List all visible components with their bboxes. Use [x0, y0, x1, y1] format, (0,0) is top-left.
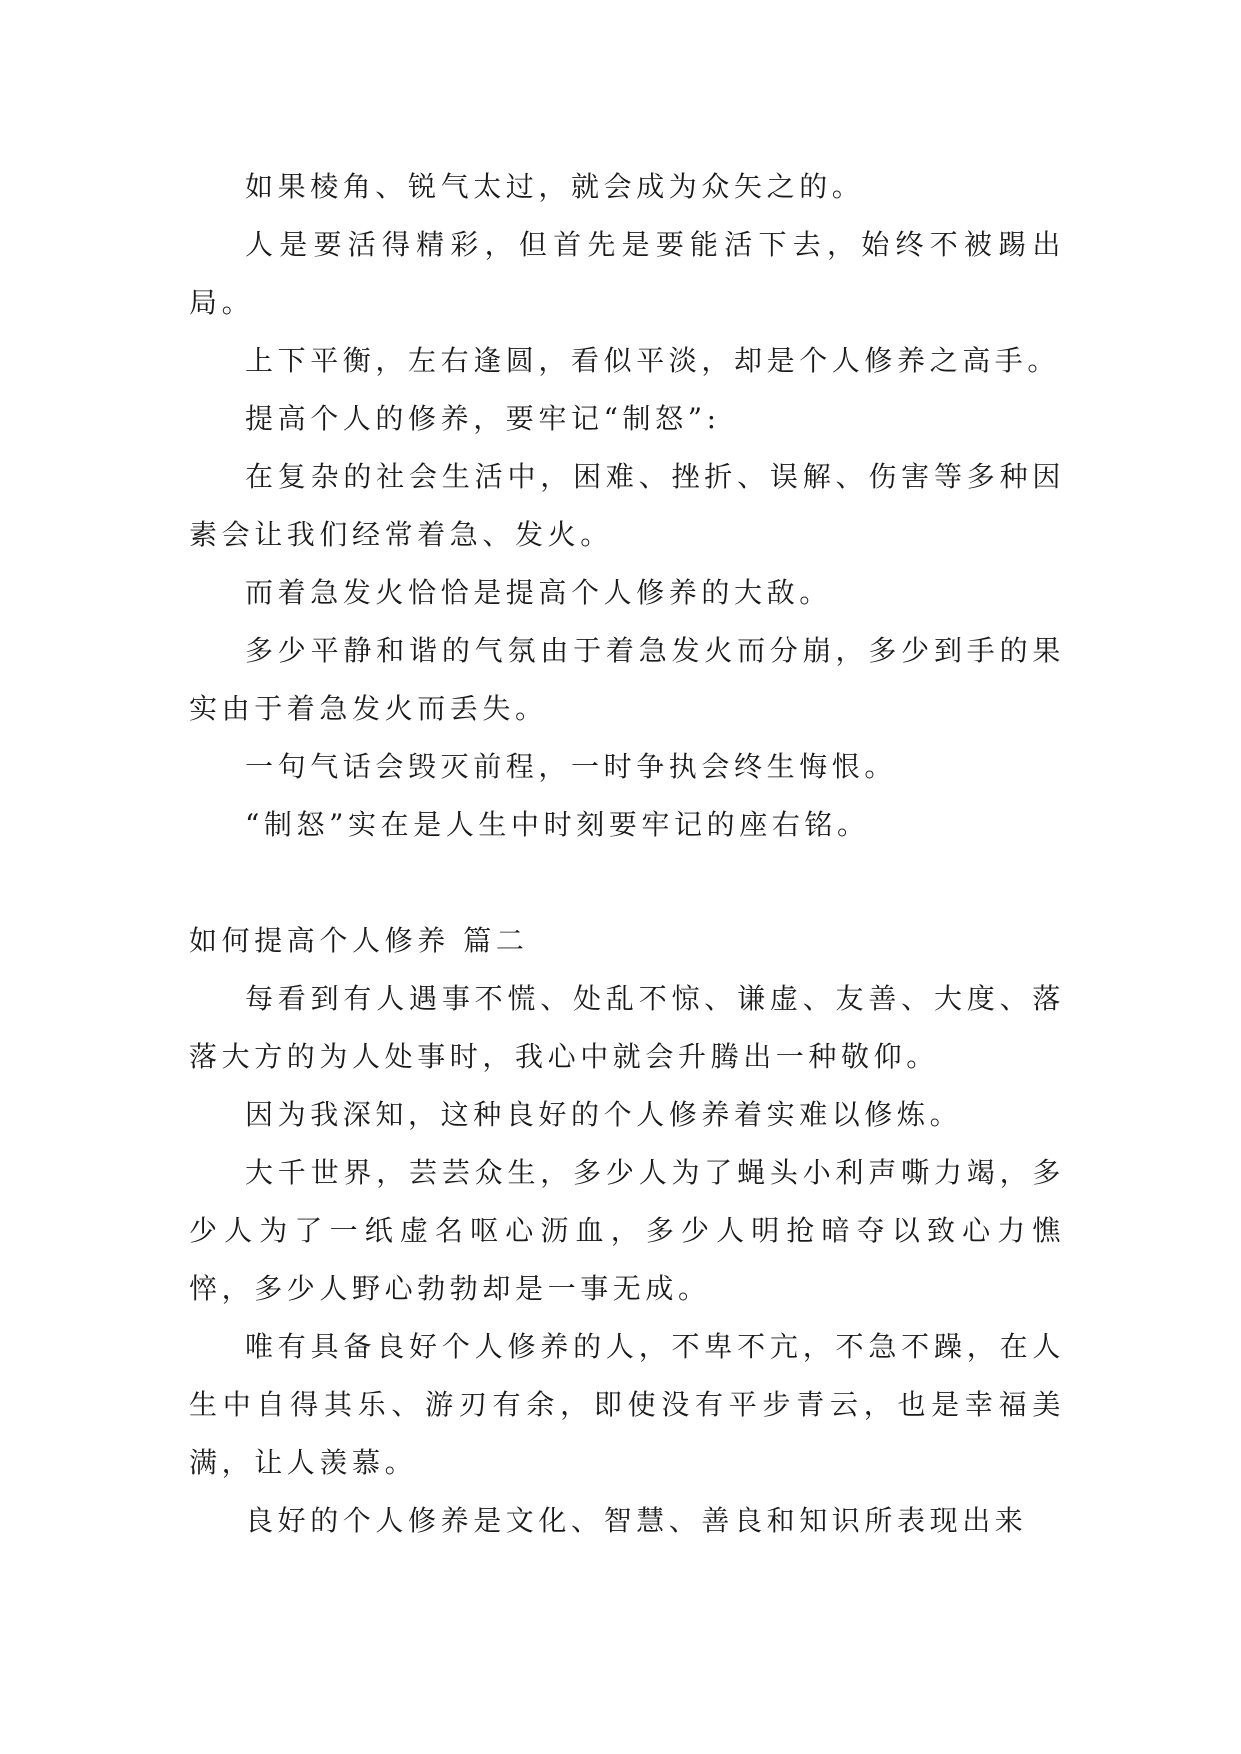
- paragraph: 因为我深知，这种良好的个人修养着实难以修炼。: [245, 1098, 963, 1131]
- paragraph: 在复杂的社会生活中，困难、挫折、误解、伤害等多种因素会让我们经常着急、发火。: [189, 460, 1065, 551]
- paragraph: 大千世界，芸芸众生，多少人为了蝇头小利声嘶力竭，多少人为了一纸虚名呕心沥血，多少人明抢暗夺以致心力憔悴，多少人野心勃勃却是一事无成。: [189, 1156, 1065, 1305]
- paragraph: 而着急发火恰恰是提高个人修养的大敌。: [245, 576, 832, 609]
- paragraph: 上下平衡，左右逢圆，看似平淡，却是个人修养之高手。: [245, 344, 1061, 377]
- paragraph: “制怒”实在是人生中时刻要牢记的座右铭。: [245, 808, 870, 841]
- paragraph: 如果棱角、锐气太过，就会成为众矢之的。: [245, 170, 865, 203]
- paragraph: 人是要活得精彩，但首先是要能活下去，始终不被踢出局。: [189, 228, 1065, 319]
- paragraph: 提高个人的修养，要牢记“制怒”:: [245, 402, 721, 435]
- paragraph: 良好的个人修养是文化、智慧、善良和知识所表现出来: [245, 1504, 1028, 1537]
- paragraph: 多少平静和谐的气氛由于着急发火而分崩，多少到手的果实由于着急发火而丢失。: [189, 634, 1065, 725]
- paragraph: 一句气话会毁灭前程，一时争执会终生悔恨。: [245, 750, 898, 783]
- document-body: [189, 158, 1065, 1550]
- section-title: 如何提高个人修养 篇二: [189, 924, 529, 957]
- paragraph: 唯有具备良好个人修养的人，不卑不亢，不急不躁，在人生中自得其乐、游刃有余，即使没有平步青云，也是幸福美满，让人羡慕。: [189, 1330, 1065, 1479]
- paragraph: 每看到有人遇事不慌、处乱不惊、谦虚、友善、大度、落落大方的为人处事时，我心中就会升腾出一种敬仰。: [189, 982, 1065, 1073]
